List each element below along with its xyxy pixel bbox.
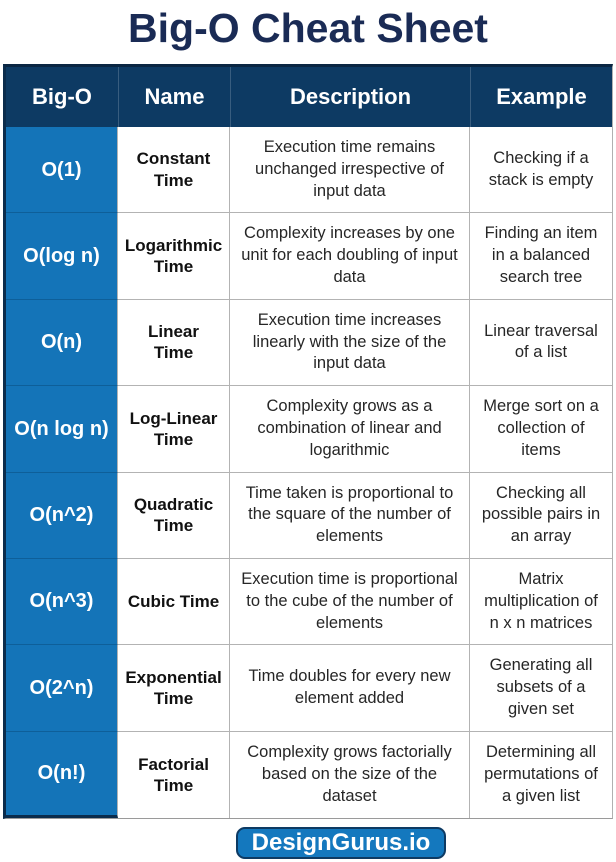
- example-cell: Linear traversal of a list: [470, 300, 612, 386]
- description-cell: Execution time increases linearly with the size of the input data: [230, 300, 470, 386]
- footer: [0, 819, 616, 859]
- name-cell: Quadratic Time: [118, 473, 230, 559]
- name-cell: Constant Time: [118, 127, 230, 213]
- name-cell: Cubic Time: [118, 559, 230, 645]
- example-cell: Determining all permutations of a given list: [470, 732, 612, 818]
- description-cell: Execution time remains unchanged irrespective of input data: [230, 127, 470, 213]
- description-cell: Execution time is proportional to the cube of the number of elements: [230, 559, 470, 645]
- example-cell: Generating all subsets of a given set: [470, 645, 612, 731]
- column-header-example: Example: [470, 67, 612, 127]
- big-o-cell: O(2^n): [6, 645, 118, 731]
- big-o-cell: O(n): [6, 300, 118, 386]
- name-cell: Logarithmic Time: [118, 213, 230, 299]
- description-cell: Complexity increases by one unit for each doubling of input data: [230, 213, 470, 299]
- description-cell: Time taken is proportional to the square of the number of elements: [230, 473, 470, 559]
- description-cell: Complexity grows factorially based on the size of the dataset: [230, 732, 470, 818]
- example-cell: Finding an item in a balanced search tree: [470, 213, 612, 299]
- example-cell: Checking all possible pairs in an array: [470, 473, 612, 559]
- name-cell: Linear Time: [118, 300, 230, 386]
- example-cell: Merge sort on a collection of items: [470, 386, 612, 472]
- page-title: Big-O Cheat Sheet: [128, 5, 488, 51]
- big-o-cell: O(log n): [6, 213, 118, 299]
- name-cell: Exponential Time: [118, 645, 230, 731]
- column-header-name: Name: [118, 67, 230, 127]
- name-cell: Log-Linear Time: [118, 386, 230, 472]
- name-cell: Factorial Time: [118, 732, 230, 818]
- brand-badge[interactable]: DesignGurus.io: [236, 827, 447, 859]
- big-o-cell: O(1): [6, 127, 118, 213]
- bigo-table: [3, 64, 613, 819]
- column-header-big-o: Big-O: [6, 67, 118, 127]
- big-o-cell: O(n!): [6, 732, 118, 818]
- big-o-cell: O(n log n): [6, 386, 118, 472]
- example-cell: Matrix multiplication of n x n matrices: [470, 559, 612, 645]
- column-header-description: Description: [230, 67, 470, 127]
- big-o-cell: O(n^2): [6, 473, 118, 559]
- description-cell: Complexity grows as a combination of linear and logarithmic: [230, 386, 470, 472]
- description-cell: Time doubles for every new element added: [230, 645, 470, 731]
- big-o-cell: O(n^3): [6, 559, 118, 645]
- example-cell: Checking if a stack is empty: [470, 127, 612, 213]
